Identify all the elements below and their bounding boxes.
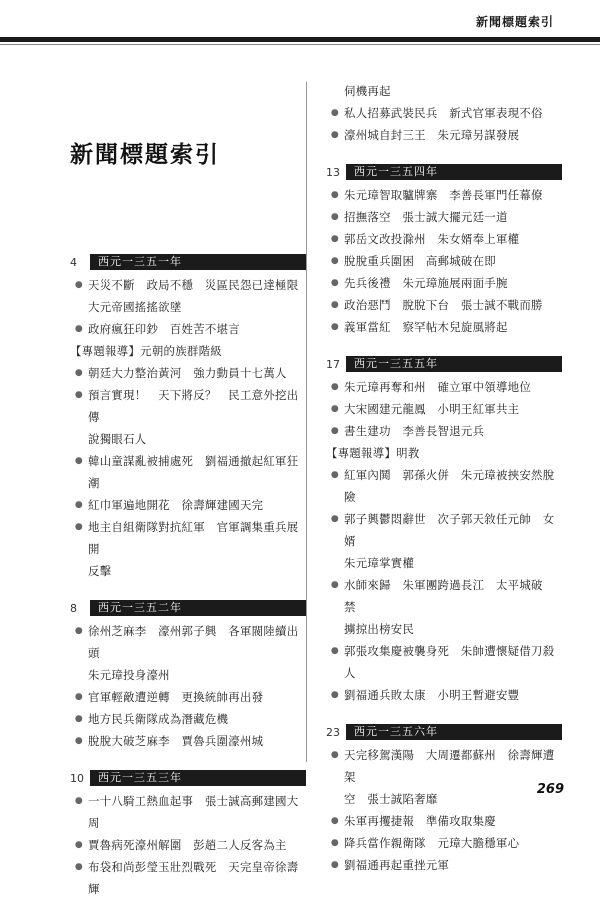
section-year-label: 西元一三五三年: [90, 770, 306, 786]
bullet-icon: ●: [74, 714, 84, 724]
index-entry: [326, 832, 562, 854]
index-entry: [326, 294, 562, 316]
index-entry: [326, 316, 562, 338]
section-year-label: 西元一三五二年: [90, 600, 306, 616]
index-entry: [326, 206, 562, 228]
entry-text: 劉福通再起重挫元軍: [344, 858, 450, 872]
year-section: [326, 356, 562, 706]
entry-text: 紅軍內鬨 郭孫火併 朱元璋被挾安然脫險: [344, 468, 555, 504]
bullet-icon: ●: [74, 692, 84, 702]
entry-text: 私人招募武裝民兵 新式官軍表現不俗: [344, 106, 543, 120]
entry-text: 郭岳文改投滁州 朱女婿奉上軍權: [344, 232, 520, 246]
entry-text: 政府瘋狂印鈔 百姓苦不堪言: [88, 322, 240, 336]
special-report-entry: 【專題報導】元朝的族群階級: [70, 344, 222, 358]
index-entry: [326, 640, 562, 684]
bullet-icon: ●: [330, 212, 340, 222]
bullet-icon: ●: [330, 580, 340, 590]
section-gap: [326, 706, 562, 724]
index-entry: [70, 790, 306, 834]
index-entry: [326, 250, 562, 272]
index-entry: [326, 420, 562, 442]
bullet-icon: ●: [330, 514, 340, 524]
page-number: 269: [536, 782, 564, 797]
year-section: [326, 724, 562, 876]
bullet-icon: ●: [330, 382, 340, 392]
continued-entries: [326, 80, 562, 146]
index-entry: [70, 384, 306, 428]
section-header: [326, 356, 562, 372]
section-year-label: 西元一三五五年: [346, 356, 562, 372]
entry-text: 脫脫重兵圍困 高郵城破在即: [344, 254, 496, 268]
section-year-label: 西元一三五四年: [346, 164, 562, 180]
index-entry: [70, 620, 306, 664]
entry-text: 徐州芝麻李 濠州郭子興 各軍閥陸續出頭: [88, 624, 299, 660]
entry-continuation: 朱元璋投身濠州: [88, 668, 170, 682]
section-gap: [326, 146, 562, 164]
bullet-icon: ●: [330, 750, 340, 760]
entry-text: 降兵當作親衛隊 元璋大膽穩軍心: [344, 836, 520, 850]
index-entry: [326, 508, 562, 552]
bullet-icon: ●: [330, 470, 340, 480]
index-entry: [70, 450, 306, 494]
index-entry: [326, 810, 562, 832]
index-entry: [70, 834, 306, 856]
index-entry: [70, 516, 306, 560]
bullet-icon: ●: [330, 860, 340, 870]
index-entry: [326, 744, 562, 788]
index-entry: [326, 684, 562, 706]
section-year-label: 西元一三五六年: [346, 724, 562, 740]
bullet-icon: ●: [74, 456, 84, 466]
bullet-icon: ●: [74, 390, 84, 400]
bullet-icon: ●: [330, 404, 340, 414]
bullet-icon: ●: [74, 736, 84, 746]
bullet-icon: ●: [330, 256, 340, 266]
index-entry: [326, 228, 562, 250]
bullet-icon: ●: [330, 816, 340, 826]
entry-text: 劉福通兵敗太康 小明王暫避安豐: [344, 688, 520, 702]
left-column: [70, 254, 306, 900]
bullet-icon: ●: [330, 322, 340, 332]
section-page-number: 10: [70, 771, 84, 785]
entry-text: 布袋和尚彭瑩玉壯烈戰死 天完皇帝徐壽輝: [88, 860, 299, 896]
index-entry: [326, 574, 562, 618]
section-year-label: 西元一三五一年: [90, 254, 306, 270]
index-entry: [70, 856, 306, 900]
right-sections: [326, 164, 562, 876]
bullet-icon: ●: [74, 324, 84, 334]
bullet-icon: ●: [74, 500, 84, 510]
entry-text: 地方民兵衛隊成為潛藏危機: [88, 712, 229, 726]
entry-text: 朱軍再攫捷報 準備攻取集慶: [344, 814, 496, 828]
page-title: 新聞標題索引: [70, 141, 220, 168]
year-section: [326, 164, 562, 338]
entry-continuation: 朱元璋掌實權: [344, 556, 415, 570]
section-header: [70, 600, 306, 616]
entry-continuation: 大元帝國搖搖欲墜: [88, 300, 182, 314]
bullet-icon: ●: [330, 690, 340, 700]
bullet-icon: ●: [74, 626, 84, 636]
entry-text: 義軍當紅 察罕帖木兒旋風將起: [344, 320, 508, 334]
bullet-icon: ●: [330, 190, 340, 200]
section-page-number: 13: [326, 165, 340, 179]
index-entry: [70, 362, 306, 384]
section-gap: [326, 338, 562, 356]
index-entry: [70, 686, 306, 708]
section-page-number: 23: [326, 725, 340, 739]
bullet-icon: ●: [74, 368, 84, 378]
bullet-icon: ●: [330, 426, 340, 436]
index-entry: [70, 730, 306, 752]
bullet-icon: ●: [74, 862, 84, 872]
section-header: [70, 254, 306, 270]
section-page-number: 8: [70, 601, 77, 615]
index-entry: [326, 464, 562, 508]
bullet-icon: ●: [330, 130, 340, 140]
index-entry: [70, 274, 306, 296]
section-page-number: 17: [326, 357, 340, 371]
entry-continuation: 伺機再起: [344, 84, 391, 98]
special-report-entry: 【專題報導】明教: [326, 446, 420, 460]
section-page-number: 4: [70, 255, 77, 269]
entry-text: 韓山童謀亂被捕處死 劉福通撤起紅軍狂潮: [88, 454, 299, 490]
entry-continuation: 說獨眼石人: [88, 432, 147, 446]
index-entry: [326, 398, 562, 420]
header-rule-thick: [0, 37, 600, 42]
index-entry: [326, 376, 562, 398]
entry-text: 朝廷大力整治黃河 強力動員十七萬人: [88, 366, 287, 380]
section-header: [326, 164, 562, 180]
running-header: [0, 0, 600, 40]
right-column: [326, 80, 562, 876]
section-gap: [70, 582, 306, 600]
column-divider: [306, 82, 307, 762]
bullet-icon: ●: [330, 278, 340, 288]
entry-text: 預言實現！ 天下將反？ 民工意外挖出傳: [88, 388, 299, 424]
running-head-title: 新聞標題索引: [475, 15, 554, 29]
index-entry: [326, 102, 562, 124]
entry-text: 官軍輕敵遭逆轉 更換統帥再出發: [88, 690, 264, 704]
index-entry: [70, 494, 306, 516]
entry-text: 書生建功 李善長智退元兵: [344, 424, 485, 438]
index-entry: [326, 124, 562, 146]
bullet-icon: ●: [330, 838, 340, 848]
year-section: [70, 254, 306, 582]
bullet-icon: ●: [330, 646, 340, 656]
year-section: [70, 770, 306, 900]
index-entry: [70, 708, 306, 730]
entry-continuation: 擄掠出榜安民: [344, 622, 415, 636]
year-section: [70, 600, 306, 752]
entry-text: 招撫落空 張士誠大擺元廷一道: [344, 210, 508, 224]
entry-text: 脫脫大破芝麻李 賈魯兵圍濠州城: [88, 734, 264, 748]
section-header: [70, 770, 306, 786]
entry-text: 天災不斷 政局不穩 災區民怨已達極限: [88, 278, 299, 292]
entry-text: 先兵後禮 朱元璋施展兩面手腕: [344, 276, 508, 290]
entry-continuation: 反擊: [88, 564, 112, 578]
bullet-icon: ●: [330, 300, 340, 310]
index-entry: [70, 318, 306, 340]
bullet-icon: ●: [330, 234, 340, 244]
entry-text: 水師來歸 朱軍團跨過長江 太平城破 禁: [344, 578, 555, 614]
header-rule-thin: [0, 44, 600, 45]
entry-text: 濠州城自封三王 朱元璋另謀發展: [344, 128, 520, 142]
entry-text: 朱元璋智取驢牌寨 李善長軍門任幕僚: [344, 188, 543, 202]
index-entry: [326, 272, 562, 294]
entry-text: 政治惡鬥 脫脫下台 張士誠不戰而勝: [344, 298, 543, 312]
entry-text: 地主自組衛隊對抗紅軍 官軍調集重兵展開: [88, 520, 299, 556]
bullet-icon: ●: [330, 108, 340, 118]
index-entry: [326, 854, 562, 876]
bullet-icon: ●: [74, 280, 84, 290]
entry-text: 賈魯病死濠州解圍 彭趙二人反客為主: [88, 838, 287, 852]
entry-text: 天完移駕漢陽 大周遷都蘇州 徐壽輝遭架: [344, 748, 555, 784]
bullet-icon: ●: [74, 522, 84, 532]
entry-text: 朱元璋再奪和州 確立軍中領導地位: [344, 380, 532, 394]
entry-text: 一十八騎工熱血起事 張士誠高郵建國大周: [88, 794, 299, 830]
entry-text: 郭子興鬱悶辭世 次子郭天敘任元帥 女婿: [344, 512, 555, 548]
entry-text: 郭張攻集慶被襲身死 朱帥遭懷疑借刀殺人: [344, 644, 555, 680]
bullet-icon: ●: [74, 840, 84, 850]
index-entry: [326, 184, 562, 206]
section-header: [326, 724, 562, 740]
entry-text: 大宋國建元龍鳳 小明王紅軍共主: [344, 402, 520, 416]
entry-text: 紅巾軍遍地開花 徐壽輝建國天完: [88, 498, 264, 512]
entry-continuation: 空 張士誠陷奢靡: [344, 792, 438, 806]
bullet-icon: ●: [74, 796, 84, 806]
section-gap: [70, 752, 306, 770]
